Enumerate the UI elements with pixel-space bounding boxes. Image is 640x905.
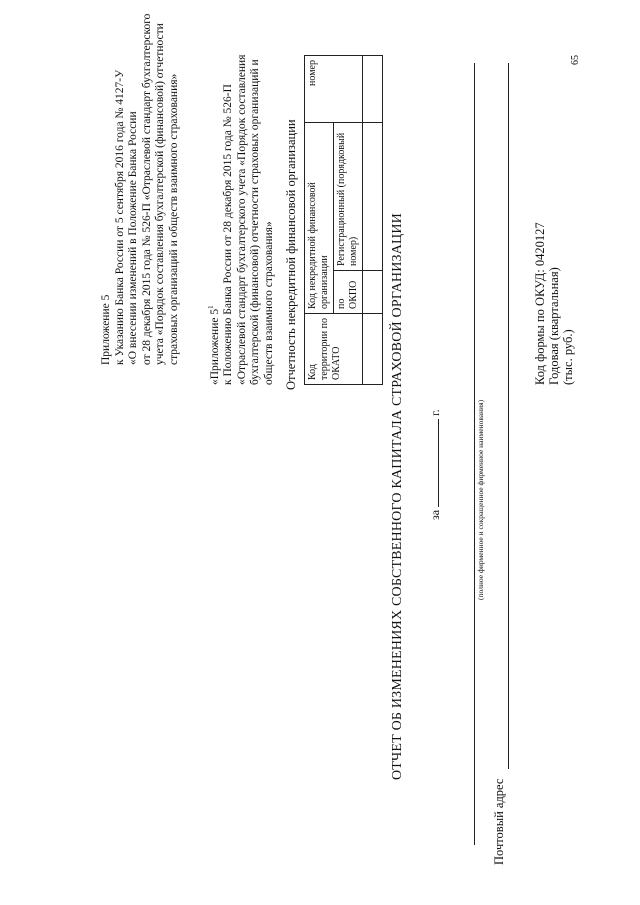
period-line	[428, 409, 443, 520]
postal-address-label: Почтовый адрес	[492, 778, 506, 865]
okpo-cell	[363, 271, 383, 314]
report-title: ОТЧЕТ ОБ ИЗМЕНЕНИЯХ СОБСТВЕННОГО КАПИТАЛА СТРАХОВОЙ ОРГАНИЗАЦИИ	[390, 213, 405, 780]
appendix-line: к Указанию Банка России от 5 сентября 2016 года № 4127-У	[113, 69, 126, 365]
appendix-title: Приложение 5	[100, 294, 112, 365]
number-cell	[363, 56, 383, 123]
reg-number-cell	[363, 123, 383, 271]
org-name-caption: (полное фирменное и сокращенное фирменное наименования)	[476, 399, 485, 600]
appendix51-title: «Приложение $5^1$	[207, 305, 221, 385]
periodicity: Годовая (квартальная)	[547, 267, 561, 385]
appendix51-line: бухгалтерской (финансовой) отчетности страховых организаций и	[249, 59, 262, 385]
org-name-line	[452, 63, 475, 845]
appendix51-line: обществ взаимного страхования»	[262, 221, 275, 385]
appendix-line: «О внесении изменений в Положение Банка России	[127, 111, 139, 365]
number-header: номер	[305, 56, 363, 123]
appendix-line: учета «Порядок составления бухгалтерской (финансовой) отчетности	[154, 23, 166, 365]
territory-code-header: Код территории по ОКАТО	[305, 314, 363, 385]
appendix51-line: к Положению Банка России от 28 декабря 2015 года № 526-П	[222, 84, 235, 385]
postal-address-row	[492, 779, 507, 865]
territory-code-cell	[363, 314, 383, 385]
okpo-header: по ОКПО	[334, 271, 363, 314]
codes-table	[304, 55, 383, 385]
period-prefix: за	[428, 509, 442, 520]
appendix-line: от 28 декабря 2015 года № 526-П «Отраслевой стандарт бухгалтерского	[140, 13, 153, 365]
appendix-line: страховых организаций и обществ взаимного страхования»	[167, 73, 180, 365]
postal-address-line	[492, 63, 509, 769]
reporting-label: Отчетность некредитной финансовой организации	[284, 119, 298, 390]
reg-number-header: Регистрационный (порядковый номер)	[334, 123, 363, 271]
okud-code: Код формы по ОКУД: 0420127	[533, 222, 547, 385]
appendix51-line: «Отраслевой стандарт бухгалтерского учета «Порядок составления	[235, 54, 248, 385]
appendix51-block	[205, 55, 276, 385]
period-blank	[438, 419, 439, 507]
org-code-header: Код некредитной финансовой организации	[305, 123, 334, 314]
units: (тыс. руб.)	[561, 329, 575, 385]
form-info-block	[533, 222, 575, 385]
page-number: 65	[570, 55, 581, 65]
period-suffix: г.	[428, 409, 442, 416]
appendix-block	[100, 14, 181, 365]
